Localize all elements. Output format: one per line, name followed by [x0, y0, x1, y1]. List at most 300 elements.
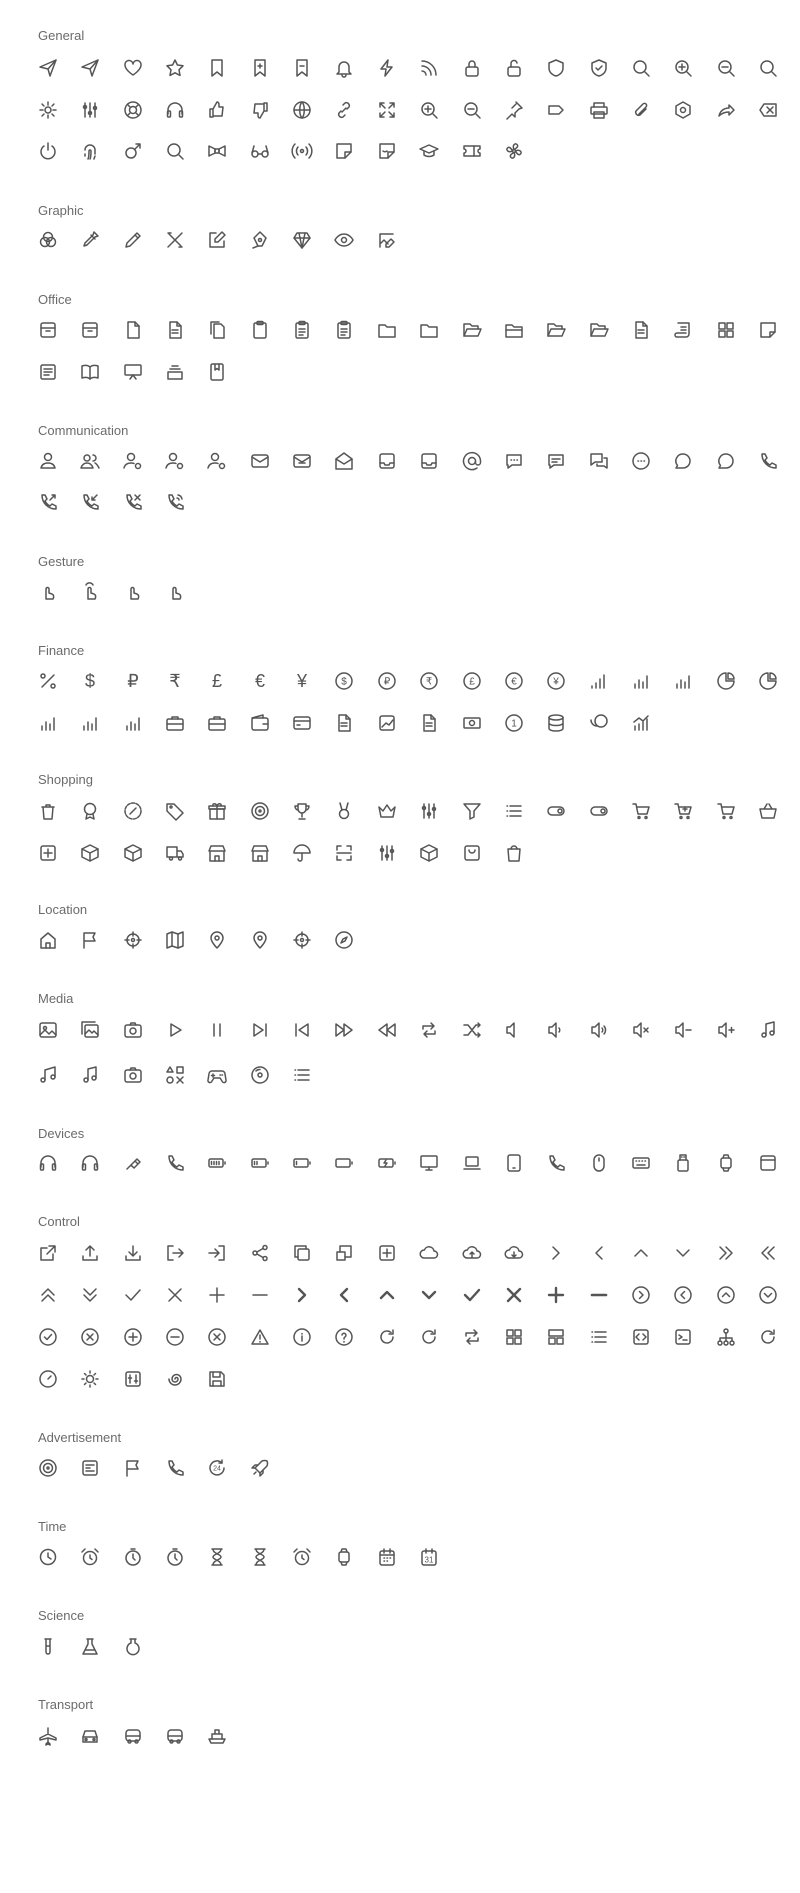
logout-icon	[165, 1243, 185, 1263]
user-settings-icon	[123, 451, 143, 471]
yen-coin-icon	[546, 671, 566, 691]
code-icon	[631, 1327, 651, 1347]
copy-icon	[292, 1243, 312, 1263]
zoom-in-alt-icon	[419, 100, 439, 120]
home-icon	[38, 930, 58, 950]
dollar-coin-icon	[334, 671, 354, 691]
dashboard-icon	[38, 1369, 58, 1389]
hand-tap-icon	[80, 582, 100, 602]
stopwatch-icon	[123, 1547, 143, 1567]
section-title-office: Office	[38, 292, 72, 307]
ship-icon	[207, 1726, 227, 1746]
message-dots-icon	[504, 451, 524, 471]
settings-icon	[38, 100, 58, 120]
chevron-up-circle-icon	[716, 1285, 736, 1305]
phone-incoming-icon	[80, 492, 100, 512]
sliders-horizontal-icon	[419, 801, 439, 821]
close-bold-icon	[504, 1285, 524, 1305]
svg-text:24: 24	[213, 1465, 222, 1473]
eye-icon	[334, 230, 354, 250]
rss-icon	[419, 58, 439, 78]
map-marker-icon	[250, 930, 270, 950]
tablet-icon	[504, 1153, 524, 1173]
growth-chart-icon	[631, 713, 651, 733]
watch-icon	[334, 1547, 354, 1567]
headphones-icon	[38, 1153, 58, 1173]
svg-text:₽: ₽	[383, 676, 390, 688]
skip-previous-icon	[292, 1020, 312, 1040]
section-title-devices: Devices	[38, 1126, 85, 1141]
fingerprint-icon	[80, 141, 100, 161]
banknote-icon	[462, 713, 482, 733]
login-icon	[207, 1243, 227, 1263]
chat-bubble-icon	[673, 451, 693, 471]
at-sign-icon	[462, 451, 482, 471]
mouse-icon	[589, 1153, 609, 1173]
volume-mute-icon	[631, 1020, 651, 1040]
play-icon	[165, 1020, 185, 1040]
presentation-icon	[123, 362, 143, 382]
shapes-icon	[165, 1065, 185, 1085]
rupee-coin-icon	[419, 671, 439, 691]
gift-icon	[207, 801, 227, 821]
rupee-icon	[165, 671, 185, 691]
edit-square-icon	[207, 230, 227, 250]
shield-check-icon	[589, 58, 609, 78]
gender-icon	[123, 141, 143, 161]
image-edit-icon	[377, 230, 397, 250]
svg-text:€: €	[511, 676, 517, 688]
pause-icon	[207, 1020, 227, 1040]
calendar-grid-icon	[716, 320, 736, 340]
sync-icon	[419, 1327, 439, 1347]
bow-tie-icon	[207, 141, 227, 161]
chevrons-up-icon	[38, 1285, 58, 1305]
chevron-up-bold-icon	[377, 1285, 397, 1305]
chevron-left-icon	[589, 1243, 609, 1263]
backspace-icon	[758, 100, 778, 120]
smartwatch-icon	[716, 1153, 736, 1173]
filter-list-icon	[504, 801, 524, 821]
svg-text:$: $	[341, 676, 348, 688]
hand-pointer-icon	[38, 582, 58, 602]
laptop-icon	[462, 1153, 482, 1173]
plus-icon	[207, 1285, 227, 1305]
store-icon	[207, 843, 227, 863]
pin-icon	[504, 100, 524, 120]
euro-icon	[250, 671, 270, 691]
svg-text:$: $	[85, 671, 96, 691]
send-icon	[38, 58, 58, 78]
euro-coin-icon	[504, 671, 524, 691]
headset-alt-icon	[80, 1153, 100, 1173]
smartphone-icon	[546, 1153, 566, 1173]
chevron-down-circle-icon	[758, 1285, 778, 1305]
sliders-icon	[80, 100, 100, 120]
sticker-icon	[334, 141, 354, 161]
bar-chart-icon	[38, 713, 58, 733]
svg-text:1: 1	[511, 718, 517, 730]
paperclip-icon	[631, 100, 651, 120]
umbrella-icon	[292, 843, 312, 863]
list-icon	[589, 1327, 609, 1347]
newspaper-icon	[38, 362, 58, 382]
gamepad-icon	[207, 1065, 227, 1085]
grid-icon	[504, 1327, 524, 1347]
book-open-icon	[80, 362, 100, 382]
user-icon	[38, 451, 58, 471]
bars-chart-icon	[673, 671, 693, 691]
folder-open-alt-icon	[546, 320, 566, 340]
target-icon	[38, 1458, 58, 1478]
alarm-icon	[80, 1547, 100, 1567]
section-title-science: Science	[38, 1608, 85, 1623]
message-text-icon	[546, 451, 566, 471]
resize-icon	[334, 1243, 354, 1263]
magnifier-icon	[165, 141, 185, 161]
rewind-icon	[377, 1020, 397, 1040]
compass-icon	[334, 930, 354, 950]
repeat-alt-icon	[758, 1327, 778, 1347]
section-title-gesture: Gesture	[38, 554, 85, 569]
pound-coin-icon	[462, 671, 482, 691]
minus-circle-icon	[165, 1327, 185, 1347]
hand-stop-icon	[165, 582, 185, 602]
upload-icon	[80, 1243, 100, 1263]
phone-outgoing-icon	[38, 492, 58, 512]
notebook-icon	[207, 362, 227, 382]
shopping-box-icon	[419, 843, 439, 863]
coins-icon	[589, 713, 609, 733]
repeat-icon	[419, 1020, 439, 1040]
graduation-cap-icon	[419, 141, 439, 161]
usb-drive-icon	[673, 1153, 693, 1173]
chevron-left-circle-icon	[673, 1285, 693, 1305]
playlist-icon	[292, 1065, 312, 1085]
yen-icon	[292, 671, 312, 691]
file-icon	[123, 320, 143, 340]
monitor-icon	[419, 1153, 439, 1173]
scroll-icon	[673, 320, 693, 340]
svg-text:31: 31	[424, 1555, 434, 1565]
zoom-out-alt-icon	[462, 100, 482, 120]
bars-descending-icon	[631, 671, 651, 691]
chevrons-right-icon	[716, 1243, 736, 1263]
close-circle-icon	[80, 1327, 100, 1347]
shopping-bag-icon	[504, 843, 524, 863]
trophy-icon	[292, 801, 312, 821]
battery-low-icon	[292, 1153, 312, 1173]
flag-alt-icon	[123, 1458, 143, 1478]
pen-tool-icon	[250, 230, 270, 250]
calendar-icon	[377, 1547, 397, 1567]
pound-icon	[207, 671, 227, 691]
chat-round-icon	[716, 451, 736, 471]
mail-icon	[250, 451, 270, 471]
svg-text:₽: ₽	[126, 671, 139, 691]
lock-icon	[462, 58, 482, 78]
toggles-icon	[589, 801, 609, 821]
section-title-communication: Communication	[38, 423, 129, 438]
train-icon	[165, 1726, 185, 1746]
clipboard-text-icon	[334, 320, 354, 340]
volume-up-icon	[716, 1020, 736, 1040]
minus-bold-icon	[589, 1285, 609, 1305]
hourglass-icon	[207, 1547, 227, 1567]
gallery-icon	[80, 1020, 100, 1040]
section-title-finance: Finance	[38, 643, 85, 658]
crown-icon	[377, 801, 397, 821]
cloud-upload-icon	[462, 1243, 482, 1263]
phone-icon	[758, 451, 778, 471]
alarm-clock-icon	[292, 1547, 312, 1567]
airplane-icon	[38, 1726, 58, 1746]
badge-icon	[80, 801, 100, 821]
thumbs-down-icon	[250, 100, 270, 120]
section-title-transport: Transport	[38, 1697, 94, 1712]
chevron-up-icon	[631, 1243, 651, 1263]
battery-half-icon	[250, 1153, 270, 1173]
warning-icon	[250, 1327, 270, 1347]
brightness-icon	[80, 1369, 100, 1389]
skip-next-icon	[250, 1020, 270, 1040]
lifebuoy-icon	[123, 100, 143, 120]
cancel-circle-icon	[207, 1327, 227, 1347]
calendar-31-icon	[419, 1547, 439, 1567]
folder-open-outline-icon	[589, 320, 609, 340]
ruble-coin-icon	[377, 671, 397, 691]
spiral-icon	[165, 1369, 185, 1389]
pie-chart-icon	[716, 671, 736, 691]
svg-text:€: €	[254, 671, 265, 691]
heart-icon	[123, 58, 143, 78]
section-title-media: Media	[38, 991, 74, 1006]
shield-icon	[546, 58, 566, 78]
svg-text:£: £	[212, 671, 223, 691]
speaker-icon	[504, 1020, 524, 1040]
unlock-icon	[504, 58, 524, 78]
scan-icon	[334, 843, 354, 863]
expand-icon	[377, 100, 397, 120]
percent-icon	[38, 671, 58, 691]
music-notes-icon	[38, 1065, 58, 1085]
chevron-right-circle-icon	[631, 1285, 651, 1305]
package-add-icon	[38, 843, 58, 863]
paper-plane-icon	[80, 58, 100, 78]
car-icon	[80, 1726, 100, 1746]
layout-icon	[546, 1327, 566, 1347]
zoom-in-icon	[673, 58, 693, 78]
location-pin-icon	[207, 930, 227, 950]
propeller-icon	[504, 141, 524, 161]
link-icon	[334, 100, 354, 120]
svg-text:₹: ₹	[169, 671, 181, 691]
invoice-icon	[419, 713, 439, 733]
filter-icon	[462, 801, 482, 821]
chevron-down-bold-icon	[419, 1285, 439, 1305]
options-icon	[377, 843, 397, 863]
cart-plain-icon	[716, 801, 736, 821]
hand-point-right-icon	[123, 582, 143, 602]
test-tube-icon	[38, 1637, 58, 1657]
messages-icon	[589, 451, 609, 471]
check-circle-icon	[38, 1327, 58, 1347]
zoom-out-icon	[716, 58, 736, 78]
share-icon	[250, 1243, 270, 1263]
inbox-icon	[377, 451, 397, 471]
help-icon	[334, 1327, 354, 1347]
globe-icon	[292, 100, 312, 120]
chevron-down-icon	[673, 1243, 693, 1263]
user-lock-icon	[165, 451, 185, 471]
close-icon	[165, 1285, 185, 1305]
thumbs-up-icon	[207, 100, 227, 120]
timer-icon	[165, 1547, 185, 1567]
music-note-alt-icon	[80, 1065, 100, 1085]
save-icon	[207, 1369, 227, 1389]
minus-icon	[250, 1285, 270, 1305]
box-open-icon	[123, 843, 143, 863]
info-icon	[292, 1327, 312, 1347]
bookmark-add-icon	[250, 58, 270, 78]
svg-text:₹: ₹	[425, 676, 433, 688]
usb-cable-icon	[123, 1153, 143, 1173]
plus-circle-icon	[123, 1327, 143, 1347]
adjustments-icon	[123, 1369, 143, 1389]
svg-text:£: £	[468, 676, 475, 688]
archive-box-icon	[38, 320, 58, 340]
svg-text:¥: ¥	[553, 676, 559, 688]
power-icon	[38, 141, 58, 161]
wallet-icon	[250, 713, 270, 733]
diamond-icon	[292, 230, 312, 250]
share-arrow-icon	[716, 100, 736, 120]
line-chart-icon	[377, 713, 397, 733]
beaker-icon	[123, 1637, 143, 1657]
keyboard-icon	[631, 1153, 651, 1173]
flag-icon	[80, 930, 100, 950]
add-square-icon	[377, 1243, 397, 1263]
coin-icon	[504, 713, 524, 733]
eyedropper-icon	[80, 230, 100, 250]
toggle-icon	[546, 801, 566, 821]
printer-icon	[589, 100, 609, 120]
retweet-icon	[462, 1327, 482, 1347]
bar-chart-outline-icon	[123, 713, 143, 733]
chat-bubble-dots-icon	[631, 451, 651, 471]
fast-forward-icon	[334, 1020, 354, 1040]
video-camera-icon	[123, 1065, 143, 1085]
section-title-advertisement: Advertisement	[38, 1430, 122, 1445]
mail-open-icon	[334, 451, 354, 471]
24-hours-icon	[207, 1458, 227, 1478]
ruler-pencil-icon	[165, 230, 185, 250]
mail-inbox-icon	[292, 451, 312, 471]
ticket-icon	[462, 141, 482, 161]
clock-icon	[38, 1547, 58, 1567]
tray-stack-icon	[165, 362, 185, 382]
section-title-graphic: Graphic	[38, 203, 84, 218]
bus-icon	[123, 1726, 143, 1746]
clipboard-list-icon	[292, 320, 312, 340]
battery-empty-icon	[334, 1153, 354, 1173]
ad-board-icon	[80, 1458, 100, 1478]
inbox-alt-icon	[419, 451, 439, 471]
trash-icon	[38, 801, 58, 821]
dollar-icon	[80, 671, 100, 691]
volume-low-icon	[546, 1020, 566, 1040]
truck-icon	[165, 843, 185, 863]
flask-icon	[80, 1637, 100, 1657]
shop-bag-icon	[250, 843, 270, 863]
chevron-right-bold-icon	[292, 1285, 312, 1305]
glasses-icon	[250, 141, 270, 161]
broadcast-icon	[292, 141, 312, 161]
section-title-control: Control	[38, 1214, 80, 1229]
check-icon	[123, 1285, 143, 1305]
rocket-icon	[250, 1458, 270, 1478]
briefcase-icon	[165, 713, 185, 733]
box-icon	[80, 843, 100, 863]
ruble-icon	[123, 671, 143, 691]
database-icon	[546, 713, 566, 733]
crosshair-icon	[123, 930, 143, 950]
hierarchy-icon	[716, 1327, 736, 1347]
signal-bars-icon	[589, 671, 609, 691]
bookmark-icon	[207, 58, 227, 78]
phone-calling-icon	[165, 492, 185, 512]
users-icon	[80, 451, 100, 471]
bar-chart-alt-icon	[80, 713, 100, 733]
volume-high-icon	[589, 1020, 609, 1040]
microphone-icon	[165, 1153, 185, 1173]
medal-icon	[334, 801, 354, 821]
folder-open-icon	[462, 320, 482, 340]
chevrons-left-icon	[758, 1243, 778, 1263]
user-minus-icon	[207, 451, 227, 471]
sticker-smile-icon	[377, 141, 397, 161]
chevron-right-icon	[546, 1243, 566, 1263]
vinyl-icon	[250, 1065, 270, 1085]
section-title-location: Location	[38, 902, 88, 917]
folder-stack-icon	[504, 320, 524, 340]
folder-alt-icon	[419, 320, 439, 340]
pencil-icon	[123, 230, 143, 250]
cloud-download-icon	[504, 1243, 524, 1263]
megaphone-icon	[165, 1458, 185, 1478]
search-alt-icon	[758, 58, 778, 78]
cart-add-icon	[673, 801, 693, 821]
image-icon	[38, 1020, 58, 1040]
pie-chart-alt-icon	[758, 671, 778, 691]
music-note-icon	[758, 1020, 778, 1040]
external-link-icon	[38, 1243, 58, 1263]
terminal-icon	[673, 1327, 693, 1347]
chevrons-down-icon	[80, 1285, 100, 1305]
bell-icon	[334, 58, 354, 78]
hourglass-alt-icon	[250, 1547, 270, 1567]
headset-icon	[165, 100, 185, 120]
plus-bold-icon	[546, 1285, 566, 1305]
battery-full-icon	[207, 1153, 227, 1173]
document-icon	[631, 320, 651, 340]
discount-icon	[123, 801, 143, 821]
bookmark-remove-icon	[292, 58, 312, 78]
archive-icon	[80, 320, 100, 340]
label-icon	[546, 100, 566, 120]
section-title-shopping: Shopping	[38, 772, 93, 787]
volume-down-icon	[673, 1020, 693, 1040]
